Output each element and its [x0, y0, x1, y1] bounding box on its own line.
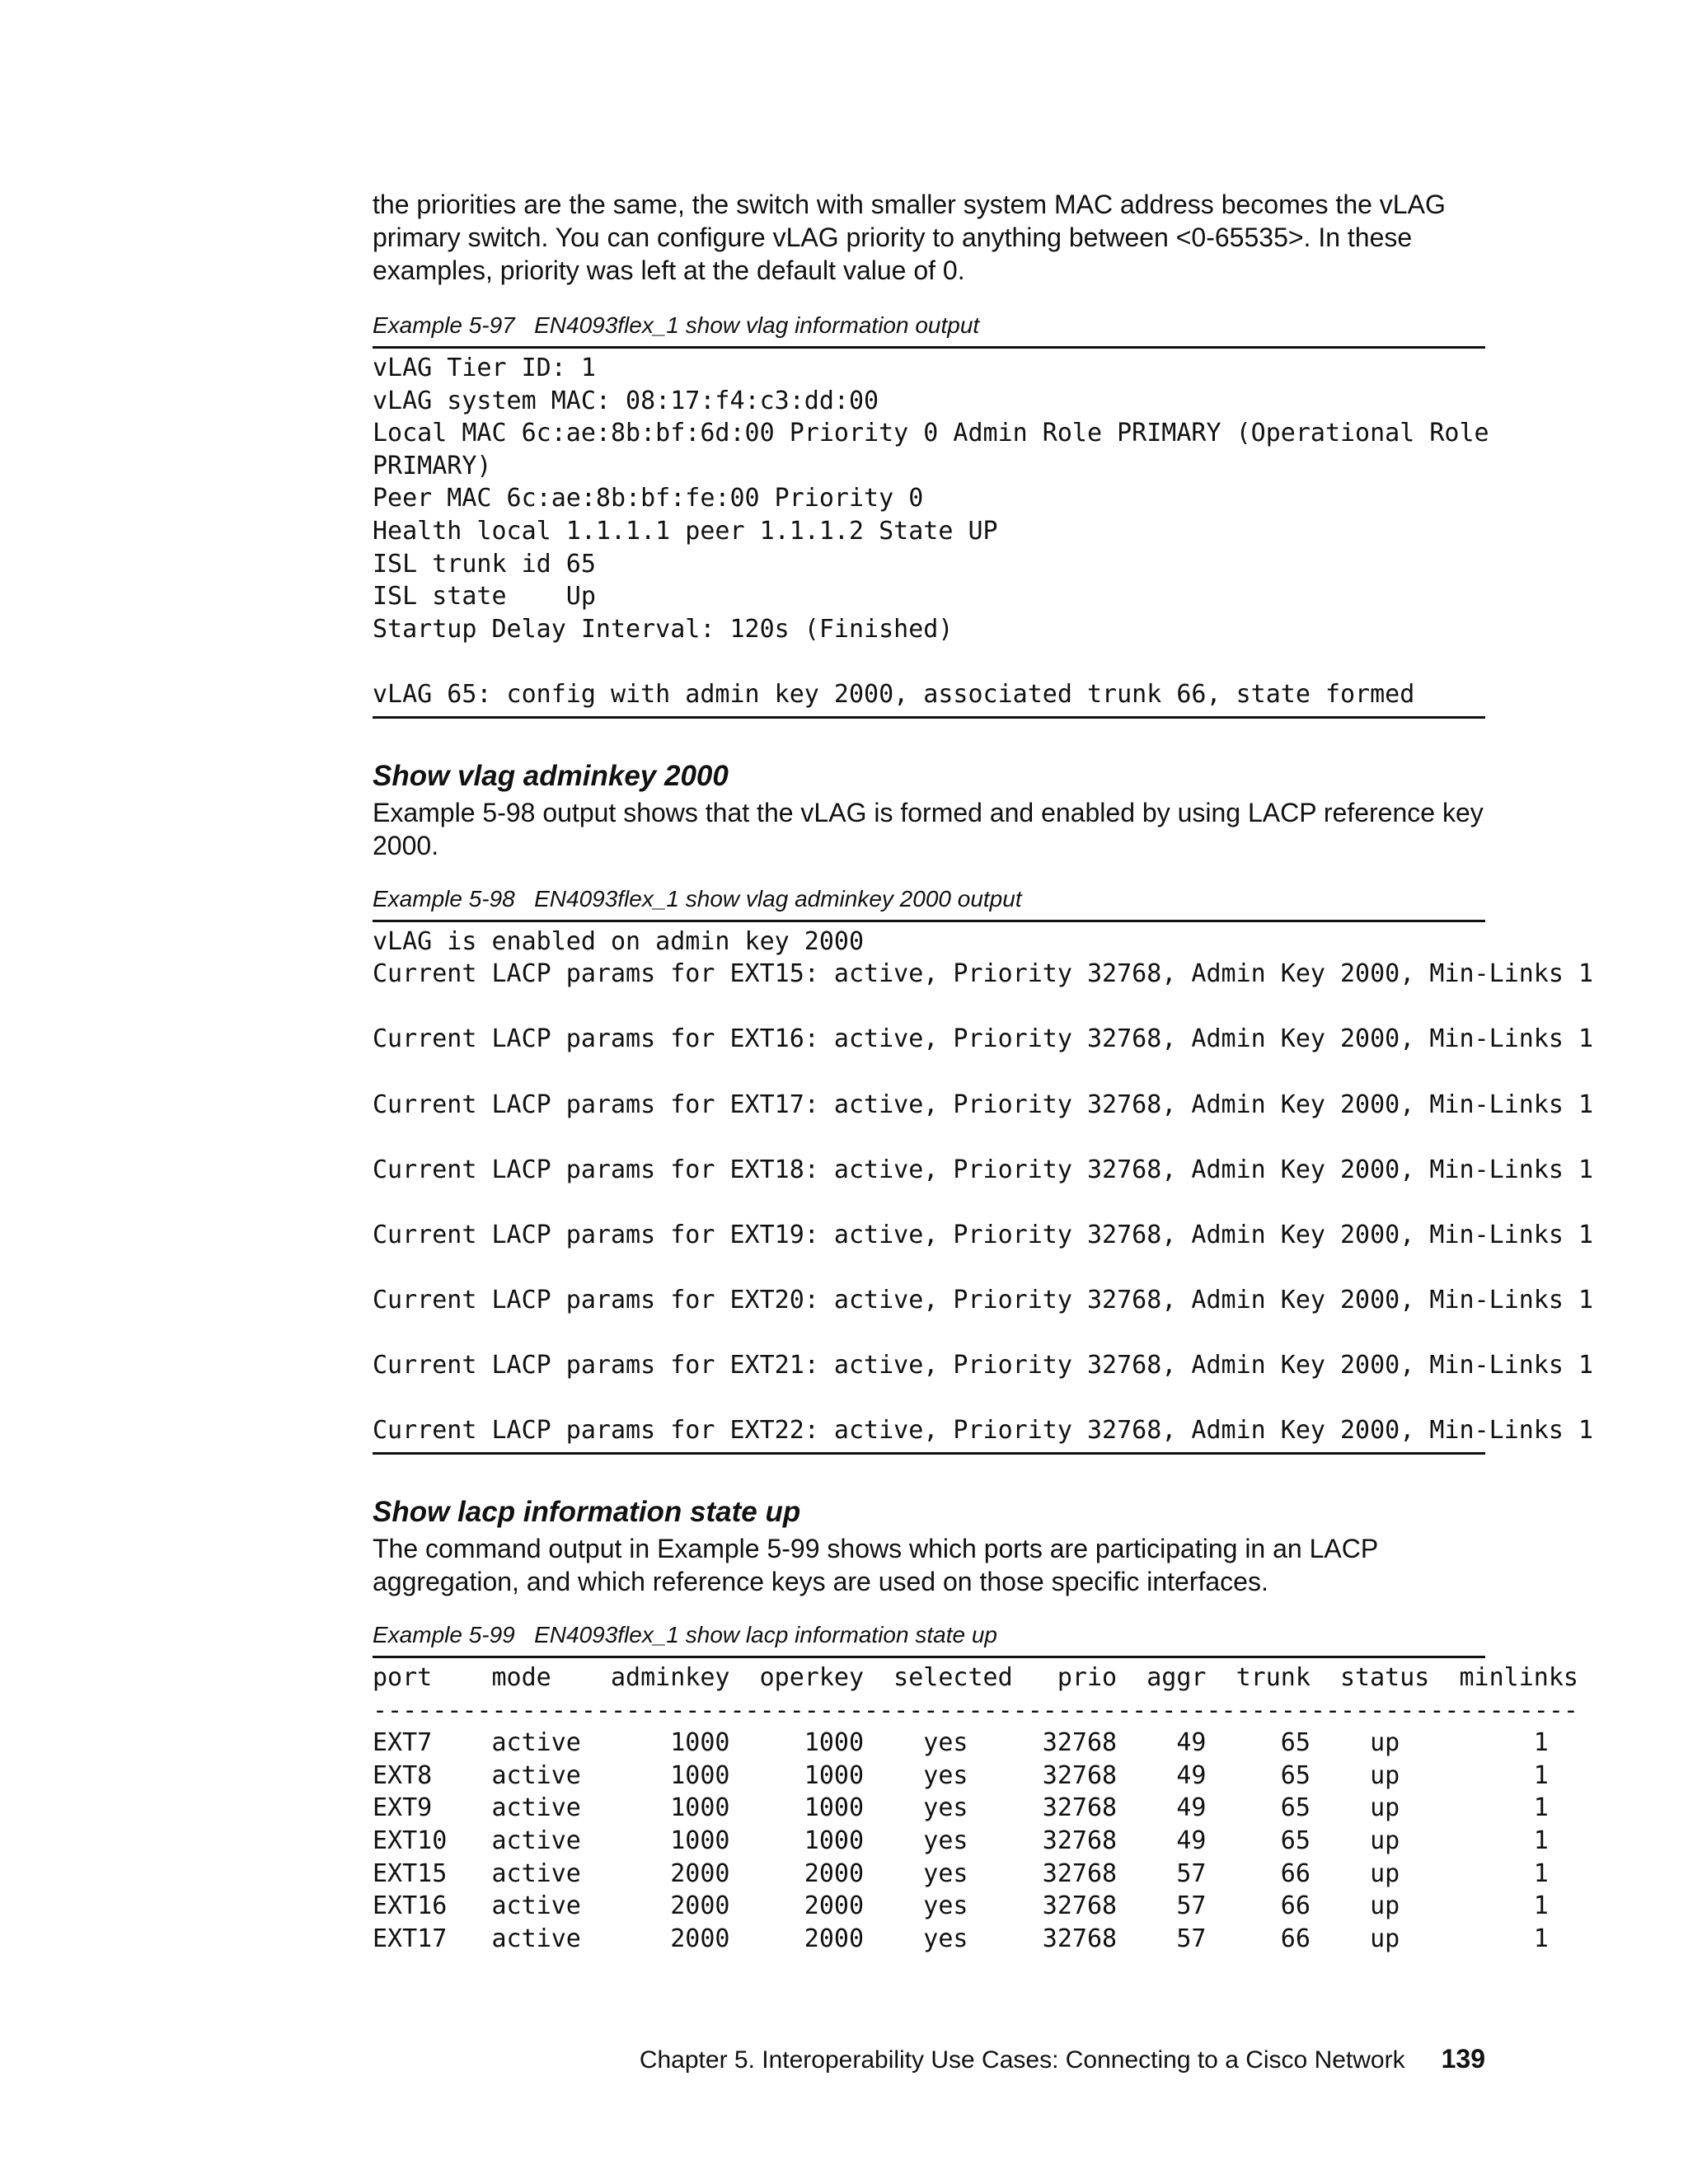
table-row: EXT7 active 1000 1000 yes 32768 49 65 up 1 [373, 1728, 1549, 1758]
code-line: vLAG Tier ID: 1 [373, 354, 596, 382]
table-row: EXT16 active 2000 2000 yes 32768 57 66 up 1 [373, 1891, 1549, 1921]
table-row: EXT10 active 1000 1000 yes 32768 49 65 up 1 [373, 1826, 1549, 1855]
example-98-caption: Example 5-98 EN4093flex_1 show vlag adminkey 2000 output [373, 885, 1022, 912]
code-line [373, 1121, 1485, 1154]
adminkey-paragraph: Example 5-98 output shows that the vLAG is formed and enabled by using LACP reference key 2000. [373, 797, 1484, 860]
table-header-row: port mode adminkey operkey selected prio aggr trunk status minlinks [373, 1663, 1578, 1693]
table-separator: --------------------------------------------------------------------------------- [373, 1695, 1578, 1725]
code-line: Current LACP params for EXT22: active, Priority 32768, Admin Key 2000, Min-Links 1 [373, 1416, 1594, 1446]
intro-paragraph: the priorities are the same, the switch with smaller system MAC address becomes the vLAG primary switch. You can configure vLAG priority to anything between <0-65535>. In these examples, priority was left at the default value of 0. [373, 190, 1446, 285]
code-line [373, 1317, 1485, 1350]
table-row: EXT8 active 1000 1000 yes 32768 49 65 up 1 [373, 1760, 1549, 1790]
table-row: EXT17 active 2000 2000 yes 32768 57 66 up 1 [373, 1924, 1549, 1953]
example-99-code-block [373, 1656, 1578, 1960]
code-line [373, 1251, 1485, 1284]
code-line: ISL state Up [373, 582, 596, 612]
code-line: Current LACP params for EXT18: active, Priority 32768, Admin Key 2000, Min-Links 1 [373, 1155, 1594, 1184]
code-line [373, 1186, 1485, 1219]
code-line: Current LACP params for EXT17: active, Priority 32768, Admin Key 2000, Min-Links 1 [373, 1090, 1594, 1119]
code-line: PRIMARY) [373, 451, 492, 480]
code-line: Health local 1.1.1.1 peer 1.1.1.2 State UP [373, 516, 998, 546]
page-content [373, 188, 1594, 1960]
code-line: Current LACP params for EXT16: active, Priority 32768, Admin Key 2000, Min-Links 1 [373, 1024, 1594, 1054]
footer-chapter-title: Chapter 5. Interoperability Use Cases: Connecting to a Cisco Network [639, 2046, 1405, 2074]
code-line [373, 645, 1485, 678]
code-line: Current LACP params for EXT21: active, Priority 32768, Admin Key 2000, Min-Links 1 [373, 1351, 1594, 1380]
example-97-code-block [373, 346, 1489, 719]
code-line: vLAG system MAC: 08:17:f4:c3:dd:00 [373, 386, 879, 415]
code-line [373, 1382, 1485, 1415]
table-row: EXT15 active 2000 2000 yes 32768 57 66 up 1 [373, 1858, 1549, 1888]
lacp-paragraph: The command output in Example 5-99 shows which ports are participating in an LACP aggregation, and which reference keys are used on those specific interfaces. [373, 1534, 1378, 1597]
code-line [373, 1056, 1485, 1089]
code-line: Startup Delay Interval: 120s (Finished) [373, 614, 954, 644]
code-line: Current LACP params for EXT15: active, Priority 32768, Admin Key 2000, Min-Links 1 [373, 959, 1594, 989]
page-footer [640, 2042, 1485, 2077]
code-line: Local MAC 6c:ae:8b:bf:6d:00 Priority 0 Admin Role PRIMARY (Operational Role [373, 419, 1489, 448]
code-line [373, 991, 1485, 1024]
code-line: Current LACP params for EXT20: active, Priority 32768, Admin Key 2000, Min-Links 1 [373, 1286, 1594, 1315]
code-line: Peer MAC 6c:ae:8b:bf:fe:00 Priority 0 [373, 484, 924, 513]
code-line: vLAG is enabled on admin key 2000 [373, 926, 865, 956]
example-99-caption: Example 5-99 EN4093flex_1 show lacp information state up [373, 1622, 997, 1648]
code-line: Current LACP params for EXT19: active, Priority 32768, Admin Key 2000, Min-Links 1 [373, 1220, 1594, 1249]
code-line: vLAG 65: config with admin key 2000, associated trunk 66, state formed [373, 679, 1415, 709]
example-98-code-block [373, 920, 1594, 1455]
table-row: EXT9 active 1000 1000 yes 32768 49 65 up 1 [373, 1793, 1549, 1823]
code-line: ISL trunk id 65 [373, 549, 596, 579]
example-97-caption: Example 5-97 EN4093flex_1 show vlag information output [373, 312, 980, 338]
page-number: 139 [1441, 2044, 1485, 2074]
section-heading-adminkey: Show vlag adminkey 2000 [373, 759, 729, 792]
section-heading-lacp: Show lacp information state up [373, 1496, 801, 1529]
